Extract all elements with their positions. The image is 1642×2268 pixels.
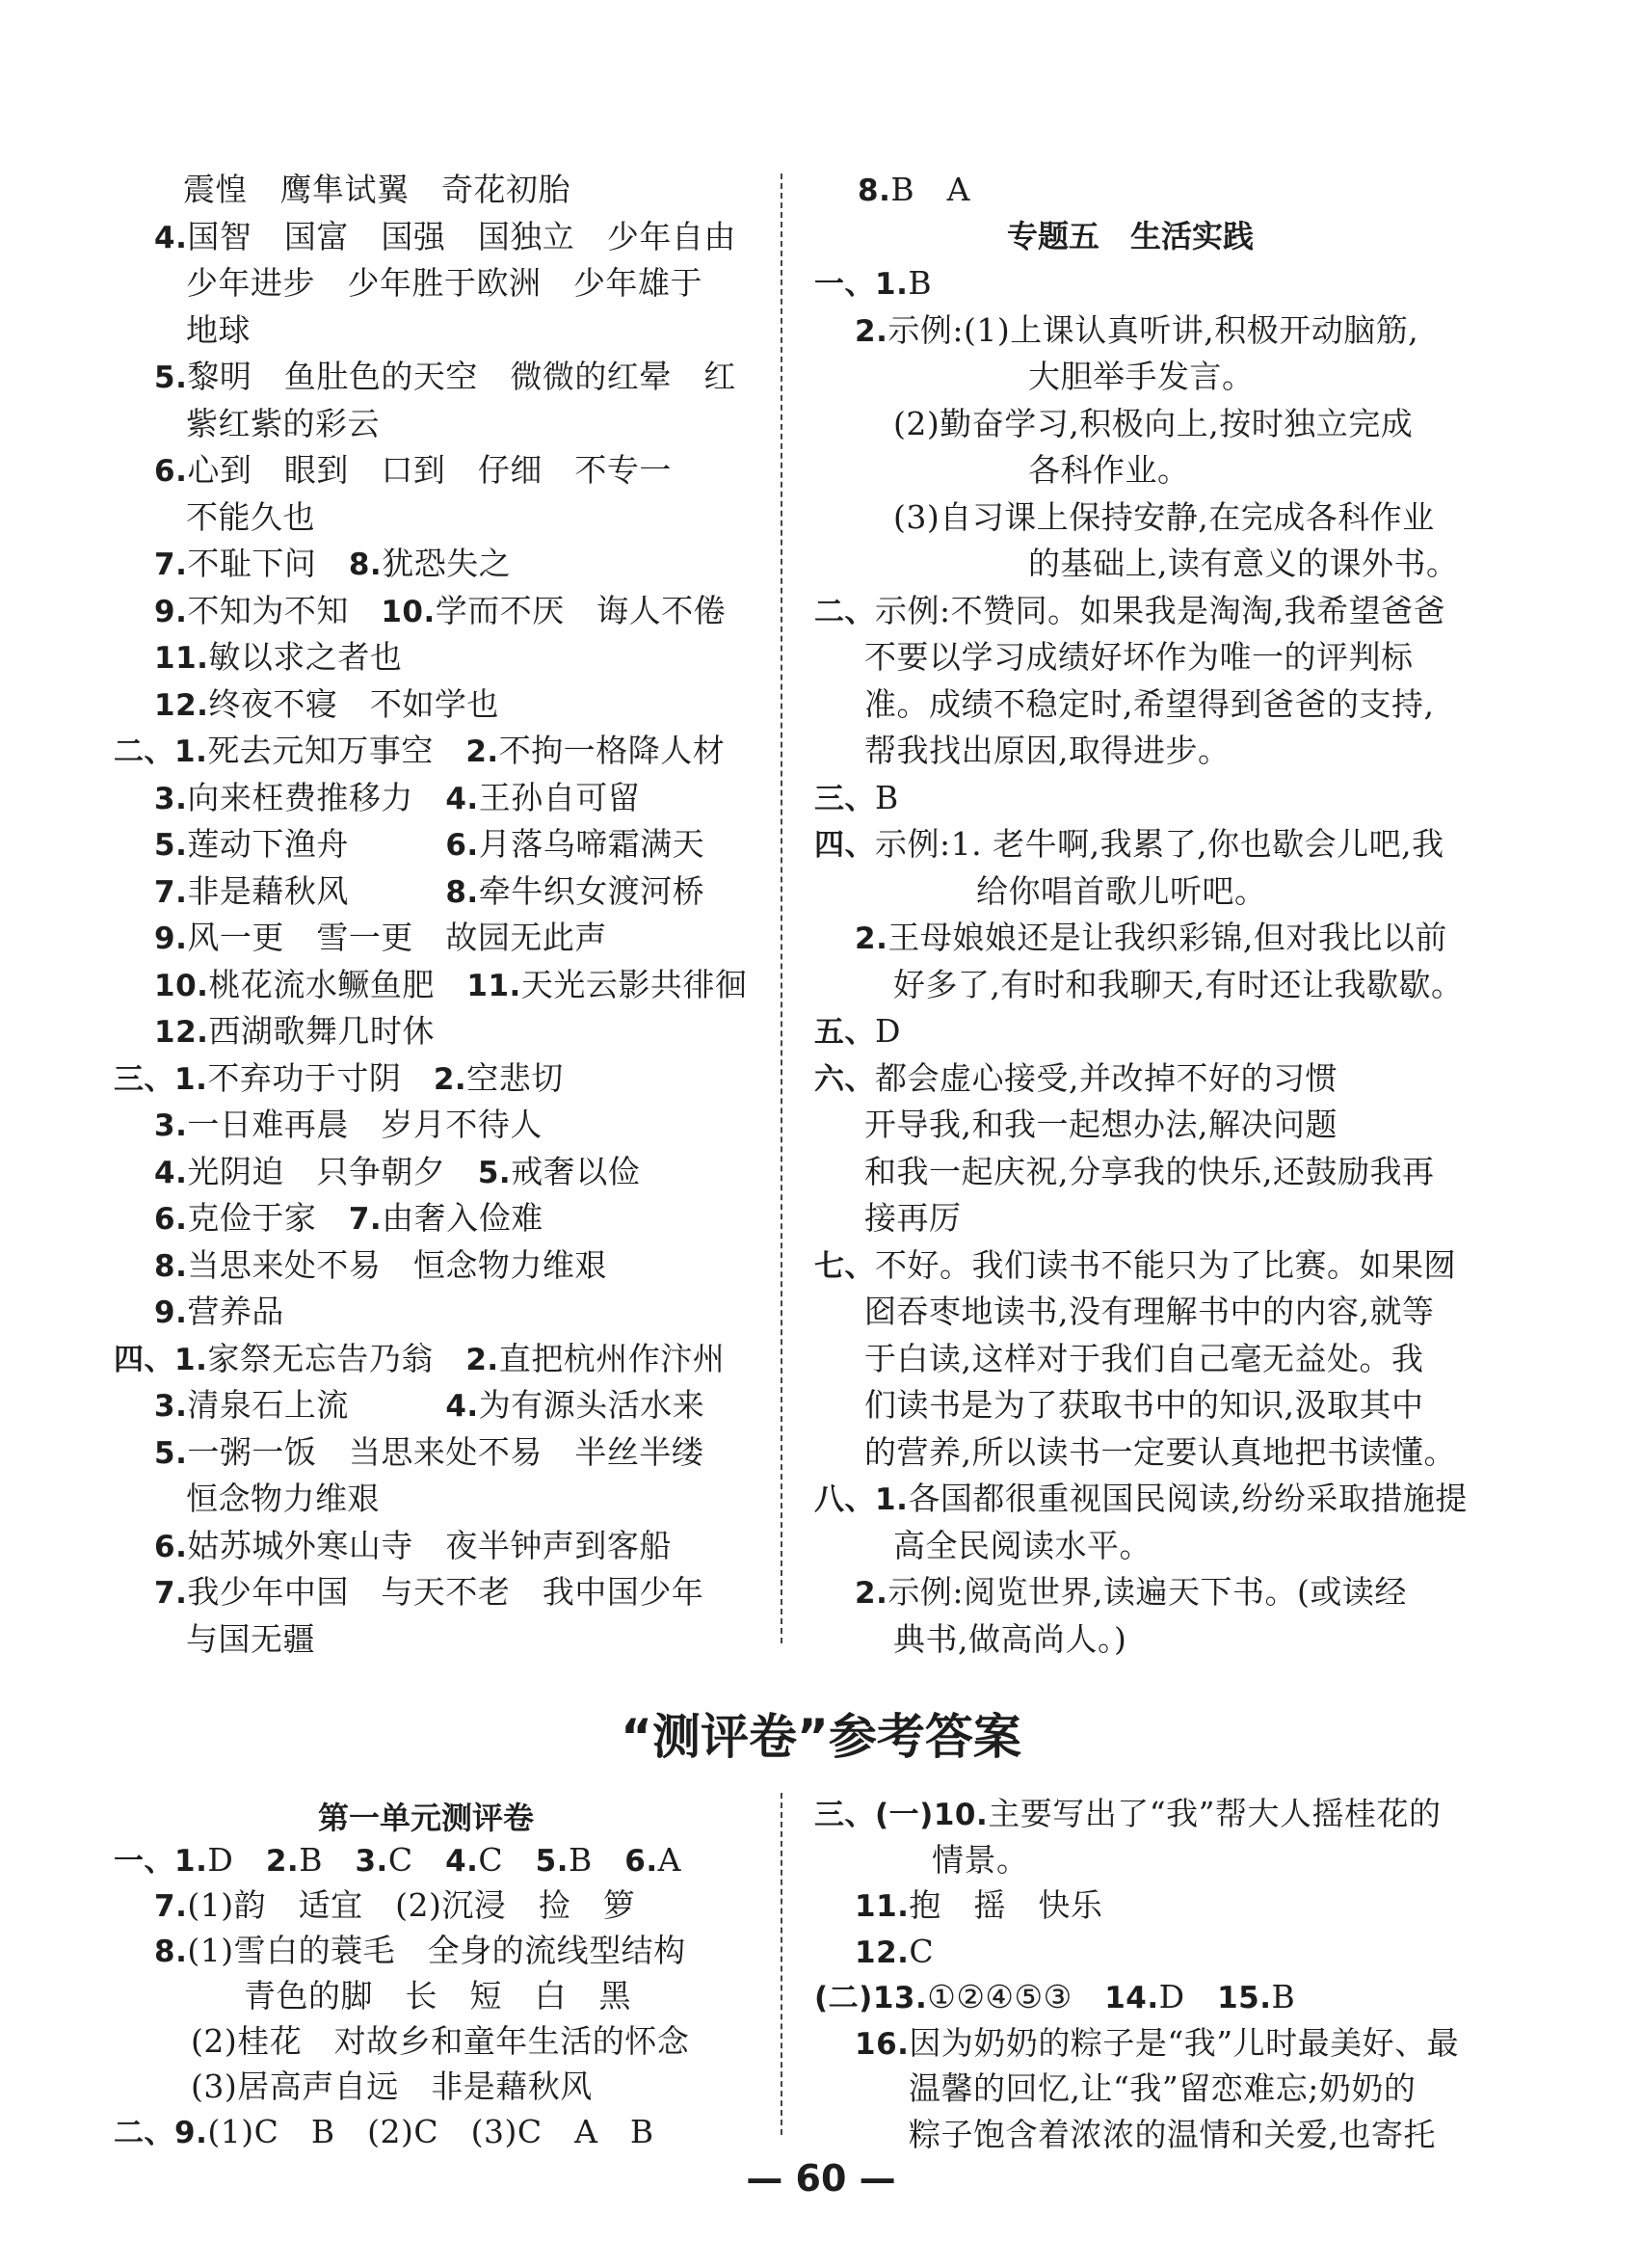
question-number: 8. xyxy=(348,547,383,582)
answer-line xyxy=(1028,545,1459,583)
question-number: 14. xyxy=(1104,1981,1159,2015)
answer-text: B xyxy=(908,264,933,302)
question-number: 三、(一)10. xyxy=(814,1798,989,1832)
answer-text: 的营养,所以读书一定要认真地把书读懂。 xyxy=(864,1432,1456,1471)
answer-text: 牵牛织女渡河桥 xyxy=(478,871,705,910)
answer-text: B A xyxy=(890,171,970,208)
answer-line xyxy=(154,1573,703,1613)
answer-text: 示例:阅览世界,读遍天下书。(或读经 xyxy=(887,1573,1407,1611)
question-number: 四、1. xyxy=(114,1342,208,1377)
answer-line xyxy=(154,545,511,584)
answer-text: 学而不厌 诲人不倦 xyxy=(435,591,727,629)
answer-text: 由奢入俭难 xyxy=(382,1199,543,1237)
answer-line xyxy=(154,451,672,491)
question-number: 6. xyxy=(154,1202,188,1237)
column-divider-top xyxy=(781,173,782,1643)
answer-text: 营养品 xyxy=(187,1293,284,1330)
question-number: 2. xyxy=(465,1342,499,1377)
answer-line xyxy=(244,1977,631,2015)
answer-text: (1)韵 适宜 (2)沉浸 捡 箩 xyxy=(187,1886,636,1924)
question-number: 8. xyxy=(154,1248,188,1284)
answer-line xyxy=(855,919,1447,958)
answer-text: 震惶 鹰隼试翼 奇花初胎 xyxy=(183,171,570,208)
answer-line xyxy=(186,264,702,303)
question-number: 15. xyxy=(1217,1981,1272,2015)
answer-line xyxy=(858,171,970,210)
answer-text: 粽子饱含着浓浓的温情和关爱,也寄托 xyxy=(909,2115,1436,2153)
answer-text: 的基础上,读有意义的课外书。 xyxy=(1028,545,1459,582)
answer-line xyxy=(114,732,725,771)
answer-line xyxy=(864,1433,1456,1472)
question-number: 11. xyxy=(154,641,209,676)
answer-line xyxy=(814,1795,1442,1834)
answer-text: 帮我找出原因,取得进步。 xyxy=(864,732,1231,769)
question-number: 2. xyxy=(855,921,888,956)
answer-line xyxy=(114,1340,725,1379)
question-number: 6. xyxy=(154,454,188,489)
answer-line xyxy=(814,1059,1337,1099)
question-number: 11. xyxy=(466,968,521,1003)
answer-line xyxy=(855,1573,1407,1613)
question-number: 5. xyxy=(154,828,188,863)
answer-line xyxy=(932,1841,1029,1880)
answer-text: 和我一起庆祝,分享我的快乐,还鼓励我再 xyxy=(864,1152,1435,1190)
answer-line xyxy=(893,1620,1126,1659)
answer-text: 情景。 xyxy=(932,1840,1029,1879)
answer-text: 们读书是为了获取书中的知识,汲取其中 xyxy=(864,1386,1424,1424)
answer-text: (2)勤奋学习,积极向上,按时独立完成 xyxy=(893,404,1414,442)
answer-text: C xyxy=(387,1841,446,1879)
answer-line xyxy=(186,1620,315,1659)
answer-line xyxy=(154,685,499,725)
answer-text: 当思来处不易 恒念物力维艰 xyxy=(187,1245,607,1284)
answer-line xyxy=(864,638,1414,677)
question-number: 五、 xyxy=(814,1015,875,1050)
answer-text: 准。成绩不稳定时,希望得到爸爸的支持, xyxy=(864,684,1435,723)
answer-text: (3)自习课上保持安静,在完成各科作业 xyxy=(893,497,1435,536)
question-number: 8. xyxy=(445,874,479,910)
answer-text: 恒念物力维艰 xyxy=(186,1480,380,1517)
answer-line xyxy=(1028,451,1190,490)
answer-line xyxy=(864,1153,1434,1191)
answer-line xyxy=(154,919,607,958)
unit-one-test-heading: 第一单元测评卷 xyxy=(318,1800,535,1836)
question-number: 一、1. xyxy=(814,267,909,302)
question-number: 4. xyxy=(445,1844,479,1879)
answer-text: (2)桂花 对故乡和童年生活的怀念 xyxy=(191,2022,690,2060)
question-number: (二)13. xyxy=(814,1981,928,2015)
question-number: 2. xyxy=(855,1576,888,1611)
answer-line xyxy=(864,1293,1434,1331)
question-number: 3. xyxy=(154,1389,188,1424)
answer-line xyxy=(864,1199,962,1238)
question-number: 3. xyxy=(154,781,188,816)
question-number: 3. xyxy=(355,1844,388,1879)
question-number: 2. xyxy=(433,1061,467,1097)
answer-text: 不要以学习成绩好坏作为唯一的评判标 xyxy=(864,638,1414,676)
answer-text: 终夜不寝 不如学也 xyxy=(208,684,499,723)
question-number: 10. xyxy=(154,968,209,1003)
answer-line xyxy=(814,779,899,818)
answer-text: ①②④⑤③ xyxy=(927,1978,1105,2015)
answer-line xyxy=(1028,358,1255,396)
answer-line xyxy=(154,592,726,631)
answer-line xyxy=(864,1386,1424,1425)
answer-text: 示例:不赞同。如果我是淘淘,我希望爸爸 xyxy=(875,591,1446,629)
answer-text: 直把杭州作汴州 xyxy=(498,1339,726,1377)
question-number: 二、1. xyxy=(114,734,208,769)
answer-text: 示例:(1)上课认真听讲,积极开动脑筋, xyxy=(887,310,1419,349)
answer-line xyxy=(186,1480,380,1518)
answer-text: 为有源头活水来 xyxy=(478,1386,705,1424)
answer-line xyxy=(814,1480,1468,1519)
answer-text: 克俭于家 xyxy=(187,1199,349,1237)
answer-line xyxy=(976,872,1267,911)
answer-text: C xyxy=(478,1841,536,1879)
answer-line xyxy=(154,825,704,865)
answer-text: 开导我,和我一起想办法,解决问题 xyxy=(864,1106,1337,1143)
answer-text: 抱 摇 快乐 xyxy=(909,1886,1103,1924)
answer-line xyxy=(154,1246,607,1286)
question-number: 5. xyxy=(477,1155,512,1190)
answer-line xyxy=(154,1153,640,1192)
answer-line xyxy=(114,2113,654,2152)
question-number: 4. xyxy=(154,1155,188,1190)
answer-line xyxy=(855,1886,1102,1926)
question-number: 12. xyxy=(154,687,209,723)
question-number: 八、1. xyxy=(814,1482,909,1517)
answer-line xyxy=(855,1933,934,1972)
question-number: 2. xyxy=(465,734,499,769)
answer-text: 不好。我们读书不能只为了比赛。如果囫 xyxy=(875,1245,1456,1284)
answer-line xyxy=(154,872,704,912)
question-number: 9. xyxy=(154,1295,188,1330)
answer-text: D xyxy=(207,1841,266,1879)
answer-line xyxy=(814,1012,901,1052)
answer-line xyxy=(114,1059,564,1099)
answer-line xyxy=(154,218,736,257)
answer-line xyxy=(154,779,640,818)
question-number: 2. xyxy=(265,1844,300,1879)
answer-text: (1)雪白的蓑毛 全身的流线型结构 xyxy=(187,1932,686,1969)
answer-text: 空悲切 xyxy=(466,1058,564,1097)
answer-text: 家祭无忘告乃翁 xyxy=(207,1339,466,1377)
answer-text: 给你唱首歌儿听吧。 xyxy=(976,871,1267,910)
answer-line xyxy=(154,1433,703,1473)
answer-text: 主要写出了“我”帮大人摇桂花的 xyxy=(988,1795,1442,1832)
question-number: 9. xyxy=(154,594,188,629)
answer-text: B xyxy=(299,1841,356,1879)
question-number: 7. xyxy=(154,1576,188,1611)
answer-text: 因为奶奶的粽子是“我”儿时最美好、最 xyxy=(909,2023,1460,2062)
question-number: 四、 xyxy=(814,828,875,863)
answer-text: 桃花流水鳜鱼肥 xyxy=(208,965,467,1003)
question-number: 6. xyxy=(624,1844,658,1879)
answer-line xyxy=(855,2024,1459,2064)
question-number: 5. xyxy=(535,1844,569,1879)
answer-text: 高全民阅读水平。 xyxy=(893,1526,1152,1564)
question-number: 16. xyxy=(855,2026,910,2062)
question-number: 7. xyxy=(348,1202,383,1237)
question-number: 三、1. xyxy=(114,1061,208,1097)
question-number: 一、1. xyxy=(114,1844,208,1879)
answer-text: 不拘一格降人材 xyxy=(498,732,726,769)
answer-line xyxy=(864,732,1231,770)
answer-text: 心到 眼到 口到 仔细 不专一 xyxy=(187,451,672,489)
page-number: — 60 — xyxy=(746,2157,896,2200)
answer-text: 风一更 雪一更 故园无此声 xyxy=(187,919,607,956)
answer-line xyxy=(814,264,932,304)
question-number: 三、 xyxy=(814,781,875,816)
answer-text: 光阴迫 只争朝夕 xyxy=(187,1152,478,1190)
answer-text: 黎明 鱼肚色的天空 微微的红晕 红 xyxy=(187,358,736,395)
answer-text: B xyxy=(1271,1978,1296,2015)
answer-line xyxy=(191,2022,689,2061)
answer-text: (3)居高声自远 非是藉秋风 xyxy=(191,2068,593,2105)
answer-text: 典书,做高尚人。) xyxy=(893,1619,1127,1658)
answer-text: 犹恐失之 xyxy=(382,545,512,582)
answer-text: 天光云影共徘徊 xyxy=(520,965,748,1003)
answer-line xyxy=(154,1012,435,1052)
answer-text: 大胆举手发言。 xyxy=(1028,358,1255,395)
answer-line xyxy=(114,1841,681,1881)
answer-text: 莲动下渔舟 xyxy=(187,825,446,863)
question-number: 7. xyxy=(154,1889,188,1924)
section-heading-topic-five: 专题五 生活实践 xyxy=(1007,218,1255,254)
answer-text: 于白读,这样对于我们自己毫无益处。我 xyxy=(864,1339,1424,1377)
answer-line xyxy=(909,2116,1436,2154)
answer-line xyxy=(154,1527,672,1566)
question-number: 4. xyxy=(445,1389,479,1424)
answer-text: D xyxy=(875,1012,901,1050)
answer-text: B xyxy=(569,1841,625,1879)
answer-text: 好多了,有时和我聊天,有时还让我歇歇。 xyxy=(893,965,1464,1003)
answer-text: 月落乌啼霜满天 xyxy=(478,825,705,863)
question-number: 12. xyxy=(855,1934,910,1970)
answer-text: 清泉石上流 xyxy=(187,1386,446,1424)
main-heading: “测评卷”参考答案 xyxy=(621,1709,1021,1765)
question-number: 6. xyxy=(445,828,479,863)
answer-line xyxy=(183,171,570,209)
answer-text: 都会虚心接受,并改掉不好的习惯 xyxy=(875,1058,1337,1097)
answer-line xyxy=(814,1246,1456,1286)
answer-text: 王孙自可留 xyxy=(478,778,641,816)
answer-line xyxy=(186,311,251,350)
answer-text: (1)C B (2)C (3)C A B xyxy=(207,2113,654,2150)
answer-text: 温馨的回忆,让“我”留恋难忘;奶奶的 xyxy=(909,2069,1417,2107)
question-number: 2. xyxy=(855,313,888,349)
answer-text: 我少年中国 与天不老 我中国少年 xyxy=(187,1573,704,1611)
answer-line xyxy=(864,685,1434,724)
answer-line xyxy=(893,405,1413,443)
question-number: 7. xyxy=(154,547,188,582)
answer-line xyxy=(893,966,1463,1004)
question-number: 6. xyxy=(154,1529,188,1564)
answer-text: 不知为不知 xyxy=(187,591,382,629)
answer-line xyxy=(893,1527,1152,1565)
question-number: 9. xyxy=(154,921,188,956)
answer-text: 少年进步 少年胜于欧洲 少年雄于 xyxy=(186,264,702,302)
answer-text: 向来枉费推移力 xyxy=(187,778,446,816)
answer-text: 一粥一饭 当思来处不易 半丝半缕 xyxy=(187,1432,704,1471)
answer-text: 接再厉 xyxy=(864,1199,962,1237)
answer-text: 示例:1. 老牛啊,我累了,你也歇会儿吧,我 xyxy=(875,825,1444,863)
answer-line xyxy=(814,1978,1295,2017)
answer-line xyxy=(154,358,736,397)
question-number: 4. xyxy=(445,781,479,816)
answer-text: 死去元知万事空 xyxy=(207,732,466,769)
question-number: 六、 xyxy=(814,1061,875,1097)
answer-line xyxy=(154,1293,284,1332)
answer-text: A xyxy=(657,1841,681,1879)
answer-text: 各国都很重视国民阅读,纷纷采取措施提 xyxy=(908,1480,1468,1517)
answer-line xyxy=(186,405,380,443)
answer-text: 西湖歌舞几时休 xyxy=(208,1012,435,1050)
question-number: 11. xyxy=(855,1889,910,1924)
answer-line xyxy=(154,1932,686,1971)
question-number: 二、9. xyxy=(114,2116,208,2150)
answer-text: D xyxy=(1158,1978,1218,2015)
answer-line xyxy=(154,1386,704,1426)
answer-line xyxy=(186,498,315,537)
question-number: 10. xyxy=(381,594,436,629)
answer-line xyxy=(864,1340,1424,1378)
answer-text: 不能久也 xyxy=(186,497,315,536)
answer-text: 一日难再晨 岁月不待人 xyxy=(187,1106,543,1143)
question-number: 七、 xyxy=(814,1248,875,1284)
answer-text: B xyxy=(875,778,899,816)
answer-text: 不耻下问 xyxy=(187,545,349,582)
answer-text: 非是藉秋风 xyxy=(187,871,446,910)
column-divider-bottom xyxy=(781,1793,782,2135)
answer-text: 紫红紫的彩云 xyxy=(186,404,380,442)
answer-text: 姑苏城外寒山寺 夜半钟声到客船 xyxy=(187,1526,672,1564)
answer-line xyxy=(154,1886,635,1926)
answer-line xyxy=(154,1199,543,1239)
answer-line xyxy=(893,498,1435,537)
question-number: 8. xyxy=(858,173,891,208)
answer-text: 青色的脚 长 短 白 黑 xyxy=(244,1977,631,2015)
answer-line xyxy=(909,2069,1416,2108)
answer-text: 囵吞枣地读书,没有理解书中的内容,就等 xyxy=(864,1293,1435,1330)
answer-text: 王母娘娘还是让我织彩锦,但对我比以前 xyxy=(887,919,1447,956)
answer-text: 敏以求之者也 xyxy=(208,638,403,676)
answer-text: 地球 xyxy=(186,310,251,349)
answer-text: C xyxy=(909,1932,935,1970)
question-number: 7. xyxy=(154,874,188,910)
answer-line xyxy=(191,2068,593,2106)
answer-text: 国智 国富 国强 国独立 少年自由 xyxy=(187,217,736,255)
answer-text: 与国无疆 xyxy=(186,1619,315,1658)
answer-line xyxy=(154,1106,543,1145)
answer-line xyxy=(864,1106,1337,1144)
answer-line xyxy=(855,311,1418,351)
answer-text: 戒奢以俭 xyxy=(511,1152,641,1190)
question-number: 二、 xyxy=(814,594,875,629)
answer-line xyxy=(814,825,1444,865)
question-number: 3. xyxy=(154,1108,188,1143)
question-number: 5. xyxy=(154,1435,188,1471)
question-number: 8. xyxy=(154,1934,188,1969)
answer-text: 不弃功于寸阴 xyxy=(207,1058,434,1097)
answer-text: 各科作业。 xyxy=(1028,451,1190,489)
question-number: 12. xyxy=(154,1015,209,1050)
answer-line xyxy=(814,592,1445,631)
answer-line xyxy=(154,966,747,1005)
answer-line xyxy=(154,638,402,678)
question-number: 5. xyxy=(154,360,188,395)
question-number: 4. xyxy=(154,220,188,255)
